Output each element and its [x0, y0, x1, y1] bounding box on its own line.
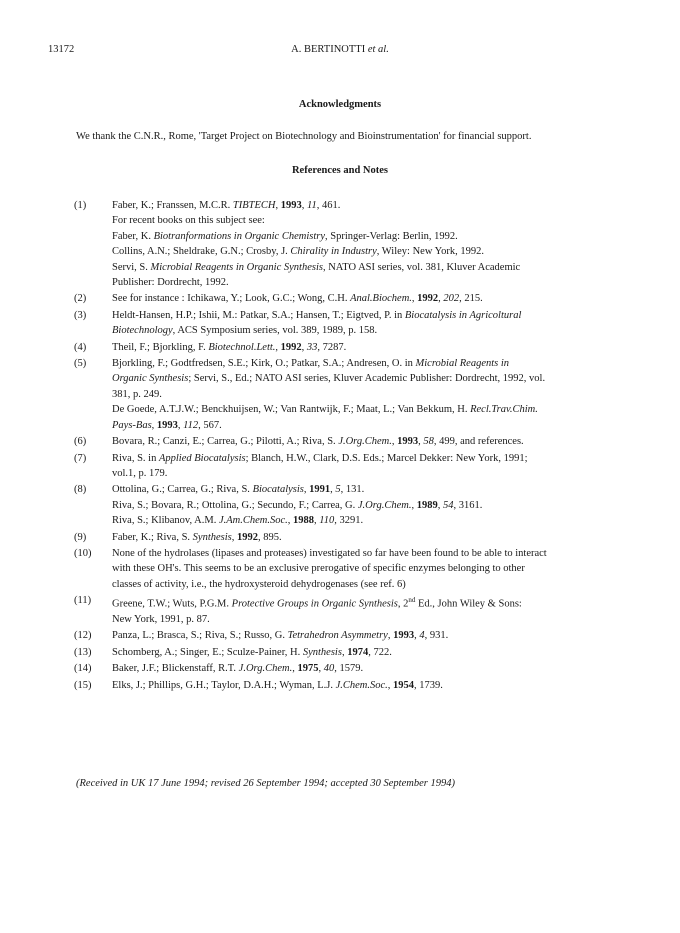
- reference-text: Schomberg, A.; Singer, E.; Sculze-Painer, H.: [112, 646, 303, 658]
- reference-text: ,: [438, 293, 444, 305]
- reference-text: 54: [442, 499, 454, 511]
- reference-text: 1988: [293, 515, 315, 527]
- reference-text: Faber, K.: [112, 230, 154, 242]
- reference-text: ,: [387, 679, 394, 691]
- reference-text: Collins, A.N.; Sheldrake, G.N.; Crosby, J.: [112, 246, 291, 258]
- reference-text: Synthesis: [192, 531, 232, 543]
- reference-line: [112, 513, 634, 528]
- reference-text: Faber, K.; Franssen, M.C.R.: [112, 200, 233, 211]
- reference-text: 1992: [417, 293, 439, 305]
- reference-number: (9): [74, 531, 87, 543]
- acknowledgments-heading: Acknowledgments: [298, 99, 382, 110]
- reference-text: Microbial Reagents in Organic Synthesis: [150, 261, 323, 273]
- reference-text: Faber, K.; Riva, S.: [112, 531, 193, 543]
- reference-number: (7): [74, 452, 87, 464]
- reference-text: 1992: [237, 531, 258, 543]
- reference-body: [112, 530, 634, 545]
- reference-item: [74, 340, 634, 355]
- reference-text: Chirality in Industry: [290, 246, 377, 258]
- reference-line: [112, 260, 634, 275]
- reference-text: New York, 1991, p. 87.: [112, 614, 210, 626]
- reference-number: (12): [74, 630, 92, 642]
- reference-item: [74, 546, 634, 592]
- reference-text: , 931.: [424, 630, 449, 642]
- reference-item: [74, 530, 634, 545]
- reference-text: ,: [414, 630, 420, 642]
- reference-text: ; Servi, S., Ed.; NATO ASI series, Kluver Academic Publisher: Dordrecht, 1992, vol.: [188, 373, 546, 385]
- reference-number: (4): [74, 341, 87, 353]
- reference-text: 40: [323, 663, 335, 675]
- reference-text: Heldt-Hansen, H.P.; Ishii, M.: Patkar, S.A.; Hansen, T.; Eigtved, P. in: [112, 309, 405, 321]
- reference-text: Riva, S.; Bovara, R.; Ottolina, G.; Secundo, F.; Carrea, G.: [112, 499, 358, 511]
- reference-line: [112, 229, 634, 244]
- reference-number: (10): [74, 547, 92, 559]
- reference-text: , 7287.: [317, 341, 347, 353]
- reference-text: For recent books on this subject see:: [112, 215, 265, 227]
- reference-body: [112, 628, 634, 643]
- reference-item: [74, 451, 634, 482]
- reference-line: [112, 371, 634, 386]
- reference-text: Tetrahedron Asymmetry: [287, 630, 388, 642]
- reference-text: J.Chem.Soc.: [335, 679, 388, 691]
- reference-text: 1989: [416, 499, 438, 511]
- reference-line: [112, 466, 634, 481]
- reference-line: [112, 418, 634, 433]
- reference-text: Biotechnology: [112, 325, 173, 337]
- reference-text: , 722.: [368, 646, 392, 658]
- reference-body: [112, 661, 634, 676]
- reference-text: ,: [292, 663, 298, 675]
- reference-item: [74, 678, 634, 693]
- reference-text: Protective Groups in Organic Synthesis: [231, 598, 398, 610]
- reference-text: 1991: [309, 484, 331, 496]
- reference-text: Servi, S.: [112, 261, 151, 273]
- reference-text: classes of activity, i.e., the hydroxysteroid dehydrogenases (see ref. 6): [112, 578, 406, 590]
- reference-text: vol.1, p. 179.: [112, 467, 168, 479]
- reference-text: Greene, T.W.; Wuts, P.G.M.: [112, 598, 232, 610]
- reference-text: ,: [275, 200, 281, 211]
- reference-text: 33: [306, 341, 318, 353]
- reference-number: (5): [74, 358, 87, 370]
- reference-item: [74, 291, 634, 306]
- reference-text: ,: [411, 499, 417, 511]
- reference-text: Ed., John Wiley & Sons:: [415, 598, 522, 610]
- reference-text: , 461.: [316, 200, 341, 211]
- reference-text: 1975: [297, 663, 319, 675]
- reference-line: [112, 593, 634, 612]
- reference-line: [112, 482, 634, 497]
- reference-text: ,: [318, 663, 324, 675]
- reference-text: , Wiley: New York, 1992.: [376, 246, 485, 258]
- reference-text: 1993: [280, 200, 302, 211]
- reference-text: J.Org.Chem.: [357, 499, 412, 511]
- reference-line: [112, 645, 634, 660]
- reference-text: Microbial Reagents in: [415, 358, 510, 370]
- reference-text: ; Blanch, H.W., Clark, D.S. Eds.; Marcel Dekker: New York, 1991;: [245, 452, 528, 464]
- reference-item: [74, 593, 634, 627]
- reference-item: [74, 198, 634, 290]
- reference-line: [112, 275, 634, 290]
- reference-number: (11): [74, 595, 92, 607]
- reference-body: [112, 308, 634, 339]
- reference-line: [112, 561, 634, 576]
- reference-text: , 499, and references.: [433, 436, 524, 448]
- reference-text: Baker, J.F.; Blickenstaff, R.T.: [112, 663, 239, 675]
- reference-text: Theil, F.; Bjorkling, F.: [112, 341, 209, 353]
- reference-line: [112, 387, 634, 402]
- reference-body: [112, 356, 634, 433]
- reference-text: ,: [303, 484, 310, 496]
- reference-line: [112, 291, 634, 306]
- reference-text: 1993: [393, 630, 415, 642]
- reference-item: [74, 645, 634, 660]
- reference-line: [112, 612, 634, 627]
- reference-text: 381, p. 249.: [112, 388, 162, 400]
- reference-line: [112, 577, 634, 592]
- reference-text: Ottolina, G.; Carrea, G.; Riva, S.: [112, 484, 253, 496]
- reference-number: (13): [74, 646, 92, 658]
- reference-text: ,: [418, 436, 424, 448]
- reference-text: , 1579.: [334, 663, 364, 675]
- reference-text: 1993: [156, 419, 178, 431]
- reference-number: (15): [74, 679, 92, 691]
- reference-text: , 3161.: [453, 499, 483, 511]
- reference-body: [112, 546, 634, 592]
- reference-line: [112, 434, 634, 449]
- page-number: 13172: [48, 44, 75, 55]
- reference-text: J.Org.Chem.: [338, 436, 392, 448]
- reference-text: ,: [314, 515, 320, 527]
- reference-text: 1993: [397, 436, 419, 448]
- reference-text: ,: [387, 630, 394, 642]
- reference-text: ,: [437, 499, 443, 511]
- references-heading: References and Notes: [291, 165, 389, 176]
- reference-list: [74, 198, 634, 694]
- acknowledgments-text: We thank the C.N.R., Rome, 'Target Project on Biotechnology and Bioinstrumentation' for financial support.: [76, 131, 532, 142]
- running-head-author: A. BERTINOTTI: [291, 44, 366, 55]
- reference-text: 112: [183, 419, 199, 431]
- reference-item: [74, 482, 634, 528]
- reference-text: Organic Synthesis: [112, 373, 189, 385]
- reference-number: (1): [74, 200, 87, 211]
- reference-text: , ACS Symposium series, vol. 389, 1989, p. 158.: [172, 325, 378, 337]
- reference-text: ,: [151, 419, 157, 431]
- reference-text: De Goede, A.T.J.W.; Benckhuijsen, W.; Van Rantwijk, F.; Maat, L.; Van Bekkum, H.: [112, 404, 471, 416]
- reference-text: Biotranformations in Organic Chemistry: [153, 230, 325, 242]
- reference-line: [112, 451, 634, 466]
- reference-body: [112, 451, 634, 482]
- reference-text: ,: [301, 341, 307, 353]
- reference-line: [112, 628, 634, 643]
- reference-text: , Springer-Verlag: Berlin, 1992.: [324, 230, 458, 242]
- reference-text: 1974: [347, 646, 369, 658]
- reference-body: [112, 482, 634, 528]
- reference-text: 4: [419, 630, 425, 642]
- reference-text: Elks, J.; Phillips, G.H.; Taylor, D.A.H.; Wyman, L.J.: [112, 679, 336, 691]
- reference-text: Publisher: Dordrecht, 1992.: [112, 277, 229, 289]
- reference-text: 1954: [393, 679, 415, 691]
- reference-text: ,: [287, 515, 294, 527]
- reference-text: 1992: [280, 341, 302, 353]
- reference-text: Bovara, R.; Canzi, E.; Carrea, G.; Pilotti, A.; Riva, S.: [112, 436, 339, 448]
- reference-number: (14): [74, 663, 92, 675]
- reference-line: [112, 402, 634, 417]
- reference-number: (3): [74, 309, 87, 321]
- reference-body: [112, 645, 634, 660]
- reference-item: [74, 661, 634, 676]
- reference-body: [112, 434, 634, 449]
- reference-item: [74, 308, 634, 339]
- reference-body: [112, 340, 634, 355]
- reference-text: with these OH's. This seems to be an exclusive prerogative of specific enzymes belonging to other: [112, 563, 525, 575]
- reference-line: [112, 661, 634, 676]
- reference-number: (2): [74, 293, 87, 305]
- reference-body: [112, 198, 634, 290]
- reference-line: [112, 198, 634, 213]
- reference-text: J.Am.Chem.Soc.: [218, 515, 288, 527]
- reference-text: nd: [408, 596, 416, 605]
- reference-item: [74, 628, 634, 643]
- reference-text: , 2: [397, 598, 409, 610]
- reference-item: [74, 434, 634, 449]
- reference-text: Biocatalysis in Agricoltural: [404, 309, 522, 321]
- reference-text: ,: [275, 341, 281, 353]
- running-head: [0, 44, 680, 55]
- reference-text: Pays-Bas: [112, 419, 152, 431]
- reference-text: , 215.: [459, 293, 483, 305]
- reference-text: , NATO ASI series, vol. 381, Kluver Academic: [322, 261, 521, 273]
- reference-body: [112, 593, 634, 627]
- reference-line: [112, 244, 634, 259]
- reference-text: 58: [423, 436, 434, 448]
- reference-text: ,: [411, 293, 418, 305]
- reference-text: , 567.: [198, 419, 222, 431]
- reference-text: ,: [177, 419, 184, 431]
- reference-line: [112, 498, 634, 513]
- reference-text: 11: [307, 200, 317, 211]
- reference-text: ,: [330, 484, 336, 496]
- reference-text: 202: [443, 293, 460, 305]
- reference-body: [112, 291, 634, 306]
- reference-number: (8): [74, 484, 87, 496]
- reference-text: Anal.Biochem.: [350, 293, 412, 305]
- reference-text: , 131.: [340, 484, 365, 496]
- reference-text: J.Org.Chem.: [238, 663, 293, 675]
- reference-text: ,: [341, 646, 348, 658]
- reference-text: See for instance : Ichikawa, Y.; Look, G.C.; Wong, C.H.: [112, 293, 351, 305]
- reference-text: ,: [301, 200, 308, 211]
- reference-item: [74, 356, 634, 433]
- reference-text: Applied Biocatalysis: [158, 452, 246, 464]
- reference-text: Recl.Trav.Chim.: [470, 404, 538, 416]
- reference-line: [112, 340, 634, 355]
- reference-text: TIBTECH: [232, 200, 276, 211]
- received-note: (Received in UK 17 June 1994; revised 26 September 1994; accepted 30 September 1994): [76, 778, 455, 789]
- reference-text: 110: [319, 515, 335, 527]
- reference-line: [112, 678, 634, 693]
- reference-text: Biocatalysis: [252, 484, 304, 496]
- reference-text: Panza, L.; Brasca, S.; Riva, S.; Russo, G.: [112, 630, 288, 642]
- reference-text: , 1739.: [414, 679, 443, 691]
- reference-line: [112, 356, 634, 371]
- reference-text: Synthesis: [302, 646, 342, 658]
- reference-text: Bjorkling, F.; Godtfredsen, S.E.; Kirk, O.; Patkar, S.A.; Andresen, O. in: [112, 358, 416, 370]
- running-head-etal: et al.: [367, 44, 389, 55]
- reference-text: ,: [391, 436, 398, 448]
- reference-text: , 895.: [258, 531, 282, 543]
- reference-line: [112, 323, 634, 338]
- reference-text: Riva, S.; Klibanov, A.M.: [112, 515, 219, 527]
- reference-text: 5: [335, 484, 341, 496]
- reference-number: (6): [74, 436, 87, 448]
- reference-text: Biotechnol.Lett.: [208, 341, 276, 353]
- reference-line: [112, 213, 634, 228]
- reference-text: , 3291.: [334, 515, 364, 527]
- reference-line: [112, 308, 634, 323]
- reference-line: [112, 530, 634, 545]
- reference-text: ,: [231, 531, 237, 543]
- reference-body: [112, 678, 634, 693]
- reference-line: [112, 546, 634, 561]
- reference-text: Riva, S. in: [112, 452, 159, 464]
- reference-text: None of the hydrolases (lipases and proteases) investigated so far have been found to be able to interact: [112, 547, 547, 559]
